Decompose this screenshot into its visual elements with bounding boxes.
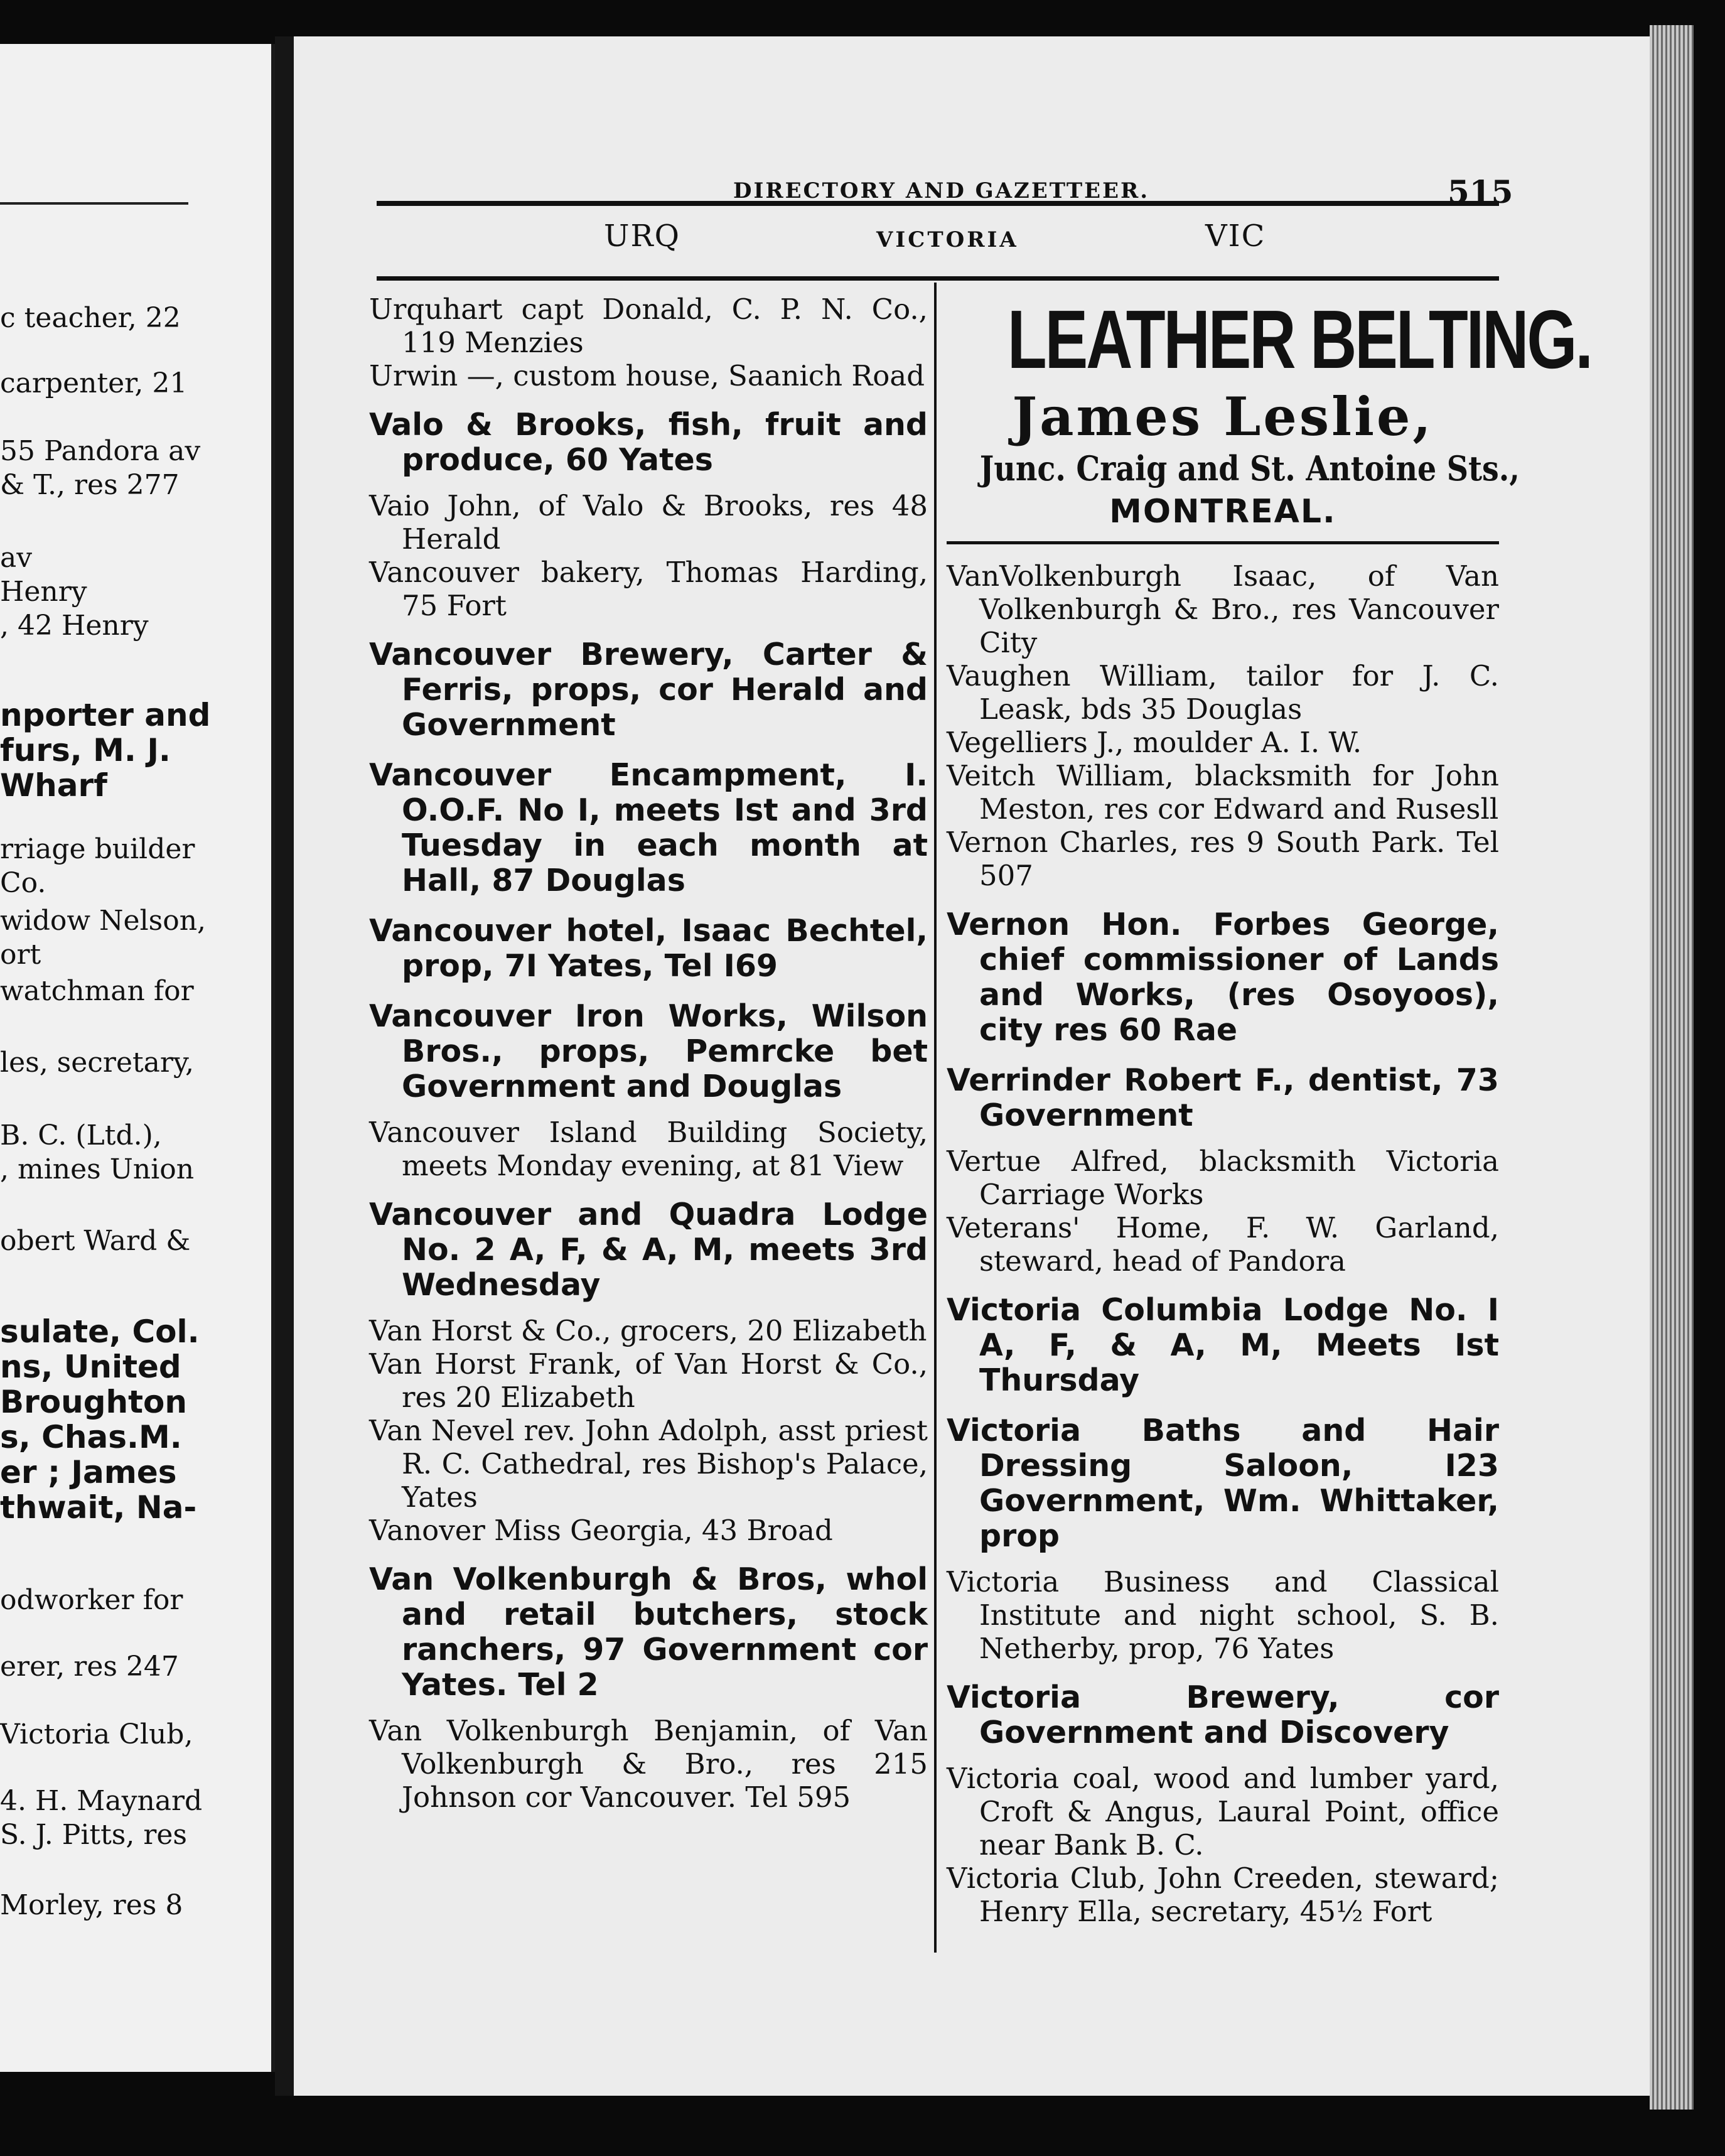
ad-headline: LEATHER BELTING. xyxy=(1007,293,1591,385)
fragment-line: B. C. (Ltd.), xyxy=(0,1119,162,1151)
fragment-line: ort xyxy=(0,939,41,971)
fragment-line: 55 Pandora av xyxy=(0,435,201,467)
ad-name: James Leslie, xyxy=(1012,385,1434,448)
fragment-line: Wharf xyxy=(0,767,107,804)
directory-entry-advertised: Vancouver and Quadra Lodge No. 2 A, F, & A, M, meets 3rd Wednesday xyxy=(369,1197,928,1303)
directory-entry-advertised: Vancouver Encampment, I. O.O.F. No I, meets Ist and 3rd Tuesday in each month at Hall, 87 Douglas xyxy=(369,757,928,898)
advertisement-block xyxy=(947,293,1591,544)
previous-page-fragment xyxy=(0,44,275,2072)
fragment-line: erer, res 247 xyxy=(0,1651,179,1683)
fragment-line: les, secretary, xyxy=(0,1047,194,1079)
fragment-line: ns, United xyxy=(0,1349,181,1385)
fragment-line: Co. xyxy=(0,867,46,899)
directory-entry-advertised: Victoria Columbia Lodge No. I A, F, & A, M, Meets Ist Thursday xyxy=(947,1292,1499,1398)
directory-entry: Vancouver Island Building Society, meets Monday evening, at 81 View xyxy=(369,1116,928,1182)
directory-entry: Urwin —, custom house, Saanich Road xyxy=(369,359,925,392)
fragment-line: nporter and xyxy=(0,697,211,733)
directory-entry: Van Volkenburgh Benjamin, of Van Volkenburgh & Bro., res 215 Johnson cor Vancouver. Tel 595 xyxy=(369,1714,928,1814)
fragment-line: odworker for xyxy=(0,1584,183,1616)
directory-entry: Victoria Business and Classical Institute and night school, S. B. Netherby, prop, 76 Yates xyxy=(947,1565,1499,1665)
fragment-line: S. J. Pitts, res xyxy=(0,1819,187,1851)
directory-entry-advertised: Victoria Baths and Hair Dressing Saloon, I23 Government, Wm. Whittaker, prop xyxy=(947,1413,1499,1554)
directory-entry: Veitch William, blacksmith for John Meston, res cor Edward and Rusesll xyxy=(947,759,1499,826)
directory-entry: Van Horst Frank, of Van Horst & Co., res 20 Elizabeth xyxy=(369,1347,928,1414)
ad-address: Junc. Craig and St. Antoine Sts., xyxy=(979,448,1520,488)
fragment-line: Victoria Club, xyxy=(0,1718,193,1750)
directory-entry: Van Horst & Co., grocers, 20 Elizabeth xyxy=(369,1314,927,1347)
fragment-line: av xyxy=(0,542,33,574)
fragment-line: , 42 Henry xyxy=(0,610,149,642)
directory-entry: Urquhart capt Donald, C. P. N. Co., 119 Menzies xyxy=(369,293,928,359)
directory-entry: Vegelliers J., moulder A. I. W. xyxy=(947,726,1362,759)
fragment-line: furs, M. J. xyxy=(0,732,171,768)
fragment-line: c teacher, 22 xyxy=(0,302,181,334)
previous-page-rule xyxy=(0,202,188,205)
directory-entry: Vancouver bakery, Thomas Harding, 75 Fort xyxy=(369,556,928,622)
directory-entry: Vernon Charles, res 9 South Park. Tel 507 xyxy=(947,826,1499,892)
header-rule xyxy=(377,201,1499,206)
directory-entry: Vertue Alfred, blacksmith Victoria Carriage Works xyxy=(947,1145,1499,1211)
fragment-line: er ; James xyxy=(0,1454,177,1490)
directory-entry: Vanover Miss Georgia, 43 Broad xyxy=(369,1514,833,1547)
ad-city: MONTREAL. xyxy=(1109,493,1336,531)
directory-page xyxy=(294,36,1656,2096)
fragment-line: sulate, Col. xyxy=(0,1313,200,1350)
directory-entry-advertised: Verrinder Robert F., dentist, 73 Government xyxy=(947,1062,1499,1133)
fragment-line: s, Chas.M. xyxy=(0,1419,182,1455)
directory-entry: Vaughen William, tailor for J. C. Leask, bds 35 Douglas xyxy=(947,659,1499,726)
directory-entry-advertised: Vernon Hon. Forbes George, chief commissioner of Lands and Works, (res Osoyoos), city res 60 Rae xyxy=(947,907,1499,1048)
fragment-line: & T., res 277 xyxy=(0,469,180,501)
guide-word-left: URQ xyxy=(604,218,680,254)
fragment-line: widow Nelson, xyxy=(0,905,207,937)
directory-entry-advertised: Van Volkenburgh & Bros, whol and retail butchers, stock ranchers, 97 Government cor Yates. Tel 2 xyxy=(369,1561,928,1703)
directory-entry-advertised: Victoria Brewery, cor Government and Discovery xyxy=(947,1679,1499,1750)
fragment-line: watchman for xyxy=(0,975,194,1007)
fragment-line: thwait, Na- xyxy=(0,1489,197,1526)
right-column xyxy=(947,293,1591,1928)
running-head-title: DIRECTORY AND GAZETTEER. xyxy=(733,178,1150,203)
fragment-line: , mines Union xyxy=(0,1153,195,1185)
directory-entry: Veterans' Home, F. W. Garland, steward, head of Pandora xyxy=(947,1211,1499,1278)
guide-word-right: VIC xyxy=(1205,218,1266,254)
fragment-line: obert Ward & xyxy=(0,1225,191,1257)
directory-entry-advertised: Vancouver Brewery, Carter & Ferris, props, cor Herald and Government xyxy=(369,637,928,743)
directory-entry: Victoria coal, wood and lumber yard, Croft & Angus, Laural Point, office near Bank B. C. xyxy=(947,1762,1499,1862)
page-edges xyxy=(1650,25,1694,2110)
fragment-line: 4. H. Maynard xyxy=(0,1785,203,1817)
directory-entry: VanVolkenburgh Isaac, of Van Volkenburgh & Bro., res Vancouver City xyxy=(947,559,1499,659)
column-divider xyxy=(934,283,937,1953)
fragment-line: Broughton xyxy=(0,1384,187,1420)
directory-entry: Victoria Club, John Creeden, steward; Henry Ella, secretary, 45½ Fort xyxy=(947,1862,1499,1928)
fragment-line: carpenter, 21 xyxy=(0,367,188,399)
directory-entry-advertised: Vancouver hotel, Isaac Bechtel, prop, 7I Yates, Tel I69 xyxy=(369,913,928,984)
page-number: 515 xyxy=(1448,173,1513,210)
directory-entry-advertised: Vancouver Iron Works, Wilson Bros., props, Pemrcke bet Government and Douglas xyxy=(369,998,928,1104)
directory-entry: Van Nevel rev. John Adolph, asst priest R. C. Cathedral, res Bishop's Palace, Yates xyxy=(369,1414,928,1514)
fragment-line: Morley, res 8 xyxy=(0,1889,183,1921)
guide-rule xyxy=(377,276,1499,281)
running-head xyxy=(294,142,1650,210)
guide-word-center: VICTORIA xyxy=(876,227,1019,252)
left-column xyxy=(369,293,928,1814)
fragment-line: rriage builder xyxy=(0,833,195,865)
directory-entry-advertised: Valo & Brooks, fish, fruit and produce, 60 Yates xyxy=(369,407,928,478)
directory-entry: Vaio John, of Valo & Brooks, res 48 Herald xyxy=(369,489,928,556)
fragment-line: Henry xyxy=(0,576,87,608)
